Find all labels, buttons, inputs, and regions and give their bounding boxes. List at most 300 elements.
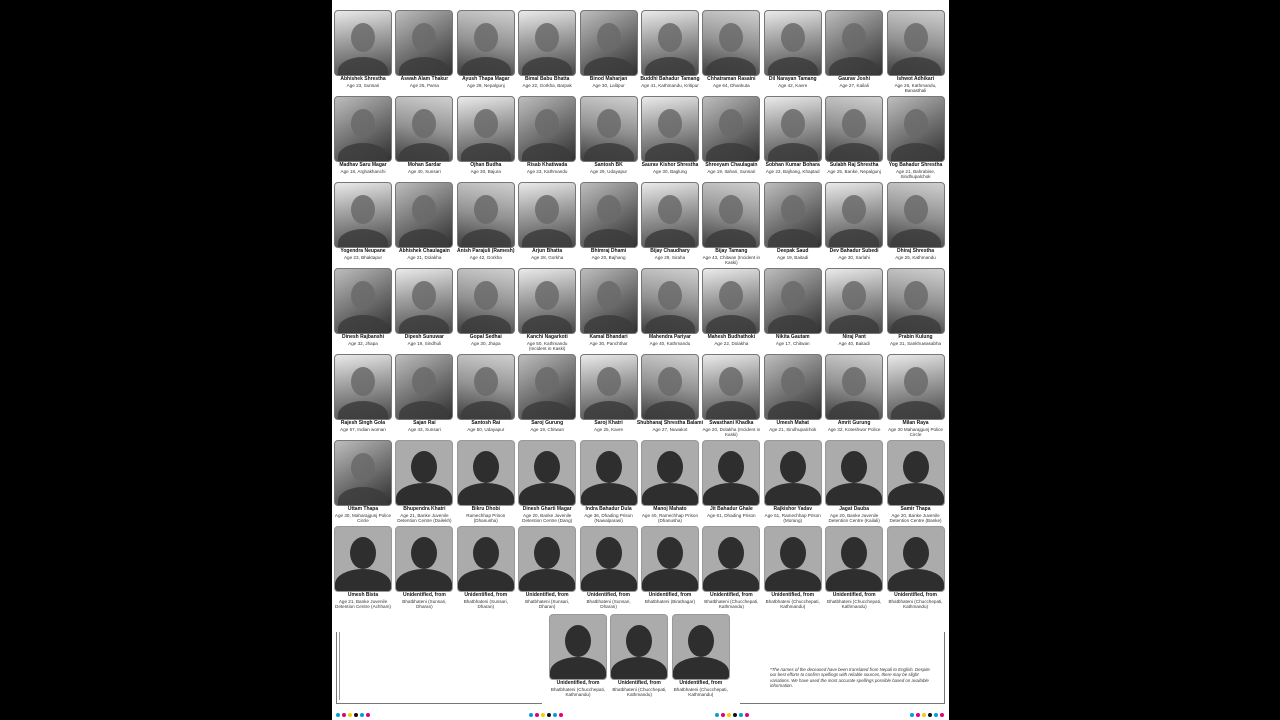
portrait-head-shape [781, 23, 805, 52]
portrait-head-shape [473, 451, 499, 483]
victim-card [518, 354, 576, 440]
portrait-head-shape [688, 625, 714, 657]
victim-card [825, 354, 883, 440]
portrait-photo [395, 182, 453, 248]
portrait-shoulders-shape [584, 229, 634, 248]
portrait-head-shape [597, 195, 621, 224]
portrait-head-shape [658, 109, 682, 138]
victim-name: Niraj Pant [842, 334, 866, 340]
victim-details: Bhatbhateni (Birathagar) [644, 598, 695, 604]
victim-name: Mohan Sardar [407, 162, 442, 168]
victim-details: Age 21, Dolakha [407, 254, 442, 260]
portrait-photo [764, 182, 822, 248]
portrait-shoulders-shape [522, 401, 572, 420]
victim-card [395, 96, 453, 182]
victim-card [580, 10, 638, 96]
portrait-shoulders-shape [399, 57, 449, 76]
portrait-photo [518, 182, 576, 248]
portrait-shoulders-shape [338, 143, 388, 162]
victim-card [395, 182, 453, 268]
victim-card [825, 526, 883, 612]
victim-details: Age 30, Jhapa [470, 340, 501, 346]
registration-dot [934, 713, 938, 717]
victim-card [702, 526, 760, 612]
portrait-head-shape [474, 23, 498, 52]
victim-name: Bijay Chaudhary [650, 248, 690, 254]
victim-details: Age 31, Sankhuwasabha [889, 340, 942, 346]
portrait-head-shape [351, 23, 375, 52]
victim-card [887, 96, 945, 182]
portrait-shoulders-shape [461, 401, 511, 420]
victim-name: Anish Parajuli (Ramesh) [457, 248, 515, 254]
placeholder-silhouette-photo [334, 526, 392, 592]
victim-card [334, 10, 392, 96]
victim-card [636, 354, 704, 440]
victim-name: Unidentified, from [648, 592, 692, 598]
registration-dot [535, 713, 539, 717]
victim-card [641, 268, 699, 354]
placeholder-silhouette-photo [887, 440, 945, 506]
victim-card [764, 440, 822, 526]
victim-name: Mahendra Pariyar [648, 334, 691, 340]
victim-details: Age 20, Banke Juvenile Detention Centre (Kailali) [828, 512, 880, 523]
victim-card [518, 526, 576, 612]
portrait-photo [457, 354, 515, 420]
portrait-shoulders-shape [642, 483, 698, 506]
portrait-shoulders-shape [645, 315, 695, 334]
victim-details: Age 29, Siraha [654, 254, 686, 260]
victim-details: Age 50, Kathmandu (Incident in Kaski) [526, 340, 568, 351]
victim-details: Age 19, Baitadi [777, 254, 809, 260]
portrait-shoulders-shape [706, 143, 756, 162]
victim-card [580, 96, 638, 182]
victim-name: Saroj Khatri [594, 420, 623, 426]
victim-card [457, 10, 515, 96]
portrait-shoulders-shape [765, 483, 821, 506]
victim-card [580, 440, 638, 526]
victim-details: Age 42, Gorkha [469, 254, 502, 260]
victim-name: Unidentified, from [556, 680, 600, 686]
victim-details: Age 19, Chitwan [530, 426, 565, 432]
portrait-head-shape [535, 195, 559, 224]
victim-details: Bhatbhateni (Sunsari, Dharan) [463, 598, 508, 609]
portrait-shoulders-shape [765, 569, 821, 592]
victim-card [549, 614, 607, 700]
victim-details: Age 40, Ramechhap Prison (Dhanusha) [641, 512, 699, 523]
victim-name: Unidentified, from [403, 592, 446, 598]
portrait-shoulders-shape [461, 143, 511, 162]
victim-name: Chhatraman Rasaini [707, 76, 756, 82]
portrait-head-shape [597, 281, 621, 310]
portrait-shoulders-shape [396, 569, 452, 592]
portrait-photo [518, 354, 576, 420]
victims-photo-bottom-row [549, 614, 730, 700]
victim-details: Age 25, Kavre [594, 426, 624, 432]
portrait-photo [518, 10, 576, 76]
victim-card [610, 614, 668, 700]
victim-card [457, 182, 515, 268]
victim-details: Age 32, Koteshwor Police [827, 426, 881, 432]
victim-name: Rajkishor Yadav [773, 506, 812, 512]
victim-details: Age 25, Banke, Nepalgunj [827, 168, 881, 174]
portrait-shoulders-shape [522, 143, 572, 162]
registration-dot [916, 713, 920, 717]
portrait-shoulders-shape [461, 315, 511, 334]
victim-name: Unidentified, from [618, 680, 661, 686]
victim-card [672, 614, 730, 700]
portrait-photo [580, 182, 638, 248]
portrait-shoulders-shape [458, 483, 514, 506]
portrait-head-shape [719, 23, 743, 52]
portrait-shoulders-shape [645, 143, 695, 162]
portrait-head-shape [842, 367, 866, 396]
victim-details: Bhatbhateni (Chucchepati, Kathmandu) [888, 598, 943, 609]
portrait-shoulders-shape [706, 315, 756, 334]
portrait-shoulders-shape [642, 569, 698, 592]
victim-details: Bhatbhateni (Sunsari, Dharan) [402, 598, 447, 609]
victim-card [457, 526, 515, 612]
victim-name: Santosh Rai [471, 420, 501, 426]
registration-dot [727, 713, 731, 717]
portrait-head-shape [842, 109, 866, 138]
portrait-photo [887, 10, 945, 76]
portrait-shoulders-shape [399, 229, 449, 248]
portrait-photo [764, 10, 822, 76]
victim-card [641, 440, 699, 526]
victim-details: Age 36, Dhading Prison (Nawalparasi) [584, 512, 633, 523]
portrait-head-shape [535, 281, 559, 310]
portrait-head-shape [597, 23, 621, 52]
portrait-shoulders-shape [396, 483, 452, 506]
placeholder-silhouette-photo [702, 440, 760, 506]
registration-dot [715, 713, 719, 717]
portrait-shoulders-shape [768, 143, 818, 162]
portrait-photo [825, 268, 883, 334]
portrait-head-shape [474, 281, 498, 310]
victim-details: Age 20, Bajhang [591, 254, 626, 260]
victim-name: Bimal Babu Bhatta [524, 76, 570, 82]
portrait-photo [641, 354, 699, 420]
portrait-shoulders-shape [584, 57, 634, 76]
registration-dot [366, 713, 370, 717]
portrait-head-shape [626, 625, 652, 657]
victim-card [334, 268, 392, 354]
victim-card [702, 182, 760, 268]
portrait-photo [764, 268, 822, 334]
registration-dot [739, 713, 743, 717]
victim-details: Age 30 Maharajgunj Police Circle [888, 426, 943, 437]
victim-name: Unidentified, from [587, 592, 630, 598]
victim-card [887, 10, 945, 96]
victim-name: Ayush Thapa Magar [462, 76, 510, 82]
victim-card [518, 182, 576, 268]
victim-name: Abhishek Chaulagain [398, 248, 450, 254]
victim-details: Age 23, Bajhang, Khaptad [765, 168, 820, 174]
portrait-head-shape [351, 195, 375, 224]
portrait-shoulders-shape [399, 315, 449, 334]
portrait-photo [825, 182, 883, 248]
victim-details: Age 30, Lalitpur [592, 82, 625, 88]
portrait-photo [457, 182, 515, 248]
registration-dot [342, 713, 346, 717]
portrait-photo [825, 354, 883, 420]
victim-name: Ishwot Adhikari [896, 76, 935, 82]
victim-card [825, 182, 883, 268]
portrait-photo [887, 96, 945, 162]
portrait-shoulders-shape [829, 315, 879, 334]
registration-dot [360, 713, 364, 717]
portrait-head-shape [657, 537, 683, 569]
portrait-head-shape [411, 537, 437, 569]
portrait-head-shape [719, 195, 743, 224]
victim-details: Age 27, Kailali [839, 82, 869, 88]
victim-card [518, 96, 576, 182]
victim-details: Bhatbhateni (Chucchepati, Kathmandu) [673, 686, 728, 697]
portrait-shoulders-shape [768, 229, 818, 248]
victim-name: Aswah Alam Thakur [400, 76, 449, 82]
placeholder-silhouette-photo [395, 526, 453, 592]
portrait-photo [334, 96, 392, 162]
victim-name: Rajesh Singh Gola [340, 420, 386, 426]
victim-name: Manoj Mahato [653, 506, 687, 512]
portrait-photo [702, 10, 760, 76]
portrait-shoulders-shape [399, 143, 449, 162]
victim-name: Sajan Rai [413, 420, 436, 426]
portrait-shoulders-shape [888, 483, 944, 506]
registration-dot [721, 713, 725, 717]
portrait-head-shape [718, 537, 744, 569]
portrait-shoulders-shape [461, 229, 511, 248]
portrait-photo [518, 96, 576, 162]
victim-card [887, 268, 945, 354]
portrait-shoulders-shape [891, 143, 941, 162]
portrait-head-shape [597, 367, 621, 396]
victim-name: Milan Raya [902, 420, 929, 426]
victim-name: Dipesh Sunuwar [404, 334, 444, 340]
portrait-shoulders-shape [581, 483, 637, 506]
portrait-head-shape [903, 537, 929, 569]
portrait-shoulders-shape [338, 487, 388, 506]
victim-name: Unidentified, from [464, 592, 508, 598]
victim-card [764, 354, 822, 440]
print-registration-marks-left [336, 713, 370, 717]
victim-name: Bhimraj Dhami [590, 248, 627, 254]
victim-name: Yogendra Neupane [340, 248, 386, 254]
portrait-shoulders-shape [522, 315, 572, 334]
victim-name: Dinesh Gharti Magar [522, 506, 572, 512]
victim-details: Bhatbhateni (Chucchepati, Kathmandu) [827, 598, 882, 609]
portrait-head-shape [719, 281, 743, 310]
victim-name: Sulabh Raj Shrestha [829, 162, 879, 168]
placeholder-silhouette-photo [549, 614, 607, 680]
victim-card [764, 96, 822, 182]
portrait-head-shape [658, 195, 682, 224]
victim-card [580, 182, 638, 268]
portrait-head-shape [904, 367, 928, 396]
victim-name: Swasthani Khadka [709, 420, 754, 426]
portrait-photo [702, 96, 760, 162]
portrait-shoulders-shape [581, 569, 637, 592]
victim-name: Bhupendra Khatri [403, 506, 446, 512]
portrait-shoulders-shape [338, 229, 388, 248]
victim-card [702, 440, 760, 526]
victim-details: Age 43, Chitwan (Incident in Kaski) [702, 254, 761, 265]
portrait-photo [518, 268, 576, 334]
victim-card [702, 268, 760, 354]
victim-details: Age 28, Gorkha [531, 254, 564, 260]
victim-details: Age 50, Udayapur [467, 426, 505, 432]
victim-name: Saroj Gurung [531, 420, 564, 426]
registration-dot [553, 713, 557, 717]
victim-details: Age 42, Kavre [778, 82, 808, 88]
portrait-shoulders-shape [550, 657, 606, 680]
portrait-shoulders-shape [891, 401, 941, 420]
portrait-photo [764, 354, 822, 420]
victim-details: Age 51, Ramechhap Prison (Morang) [764, 512, 821, 523]
registration-dot [336, 713, 340, 717]
victim-details: Age 23, Sunsari [346, 82, 380, 88]
victim-details: Age 30, Bajura [470, 168, 501, 174]
registration-dot [922, 713, 926, 717]
print-registration-marks-center-right [715, 713, 749, 717]
victim-name: Madhav Saru Magar [339, 162, 387, 168]
decorative-rule-right [740, 703, 934, 704]
victim-details: Age 30, Sarlahi [838, 254, 870, 260]
victim-card [764, 10, 822, 96]
victim-card [887, 526, 945, 612]
victim-name: Ojhan Budha [470, 162, 502, 168]
registration-dot [559, 713, 563, 717]
registration-dot [529, 713, 533, 717]
portrait-shoulders-shape [703, 569, 759, 592]
portrait-shoulders-shape [706, 57, 756, 76]
placeholder-silhouette-photo [395, 440, 453, 506]
portrait-shoulders-shape [584, 401, 634, 420]
portrait-head-shape [842, 195, 866, 224]
portrait-shoulders-shape [888, 569, 944, 592]
portrait-photo [641, 268, 699, 334]
placeholder-silhouette-photo [825, 526, 883, 592]
portrait-photo [457, 96, 515, 162]
victim-card [518, 440, 576, 526]
victim-details: Age 19, Itahari, Sunsari [707, 168, 756, 174]
portrait-head-shape [781, 281, 805, 310]
portrait-shoulders-shape [645, 401, 695, 420]
portrait-head-shape [473, 537, 499, 569]
victim-card [825, 96, 883, 182]
portrait-head-shape [597, 109, 621, 138]
portrait-photo [580, 268, 638, 334]
victim-name: Gopal Sedhai [469, 334, 502, 340]
victim-name: Prabin Kulung [898, 334, 933, 340]
portrait-head-shape [904, 281, 928, 310]
portrait-head-shape [718, 451, 744, 483]
victim-details: Age 40, Baitadi [838, 340, 870, 346]
portrait-head-shape [780, 537, 806, 569]
victim-card [764, 268, 822, 354]
victim-name: Dev Bahadur Subedi [829, 248, 879, 254]
portrait-shoulders-shape [829, 229, 879, 248]
victim-name: Umesh Bista [347, 592, 379, 598]
victim-name: Dhiraj Shrestha [897, 248, 934, 254]
portrait-head-shape [658, 23, 682, 52]
portrait-head-shape [534, 451, 560, 483]
victim-name: Jagat Dauba [839, 506, 869, 512]
victim-name: Shreeyam Chaulagain [705, 162, 758, 168]
portrait-shoulders-shape [584, 315, 634, 334]
victim-details: Age 18, Arghakhanchi [340, 168, 386, 174]
newspaper-page [332, 0, 949, 720]
victim-details: Age 22, Dolakha [714, 340, 749, 346]
portrait-photo [887, 182, 945, 248]
victims-photo-grid [334, 10, 947, 612]
portrait-photo [887, 354, 945, 420]
portrait-photo [702, 354, 760, 420]
victim-name: Unidentified, from [709, 592, 753, 598]
victim-card [764, 526, 822, 612]
registration-dot [547, 713, 551, 717]
placeholder-silhouette-photo [887, 526, 945, 592]
portrait-head-shape [596, 537, 622, 569]
portrait-shoulders-shape [519, 483, 575, 506]
victim-details: Age 43, Sunsari [408, 426, 441, 432]
victim-name: Unidentified, from [525, 592, 569, 598]
portrait-photo [334, 182, 392, 248]
victim-details: Age 22, Gorkha, Barpak [522, 82, 572, 88]
portrait-photo [334, 440, 392, 506]
victim-details: Age 23, Bhaktapur [343, 254, 383, 260]
victim-details: Age 30, Maharajgunj Police Circle [334, 512, 392, 523]
portrait-head-shape [781, 367, 805, 396]
portrait-shoulders-shape [645, 57, 695, 76]
registration-dot [541, 713, 545, 717]
registration-dot [733, 713, 737, 717]
portrait-photo [395, 96, 453, 162]
victim-name: Kamal Bhandari [589, 334, 628, 340]
victim-card [334, 96, 392, 182]
portrait-head-shape [903, 451, 929, 483]
placeholder-silhouette-photo [672, 614, 730, 680]
portrait-head-shape [412, 109, 436, 138]
victim-card [580, 268, 638, 354]
victim-card [887, 440, 945, 526]
victim-details: Bhatbhateni (Chucchepati, Kathmandu) [704, 598, 759, 609]
portrait-photo [641, 10, 699, 76]
portrait-head-shape [351, 453, 375, 482]
registration-dot [348, 713, 352, 717]
victim-card [457, 96, 515, 182]
portrait-shoulders-shape [706, 401, 756, 420]
victim-name: Arjun Bhatta [532, 248, 563, 254]
victim-details: Age 29, Nepalgunj [466, 82, 505, 88]
victim-details: Age 20, Banke Juvenile Detention Centre (Dang) [522, 512, 573, 523]
victim-details: Age 32, Jhapa [348, 340, 378, 346]
victim-name: Buddhi Bahadur Tamang [640, 76, 700, 82]
portrait-shoulders-shape [611, 657, 667, 680]
portrait-head-shape [412, 367, 436, 396]
victim-card [825, 440, 883, 526]
portrait-shoulders-shape [458, 569, 514, 592]
portrait-shoulders-shape [338, 315, 388, 334]
victim-name: Uttam Thapa [347, 506, 379, 512]
victim-card [334, 440, 392, 526]
victim-name: Kanchi Nagarkoti [526, 334, 568, 340]
victim-details: Age 21, Bahrabise, Sindhupalchok [895, 168, 936, 179]
portrait-head-shape [474, 367, 498, 396]
victim-name: Jit Bahadur Ghale [709, 506, 753, 512]
portrait-head-shape [781, 195, 805, 224]
placeholder-silhouette-photo [764, 440, 822, 506]
